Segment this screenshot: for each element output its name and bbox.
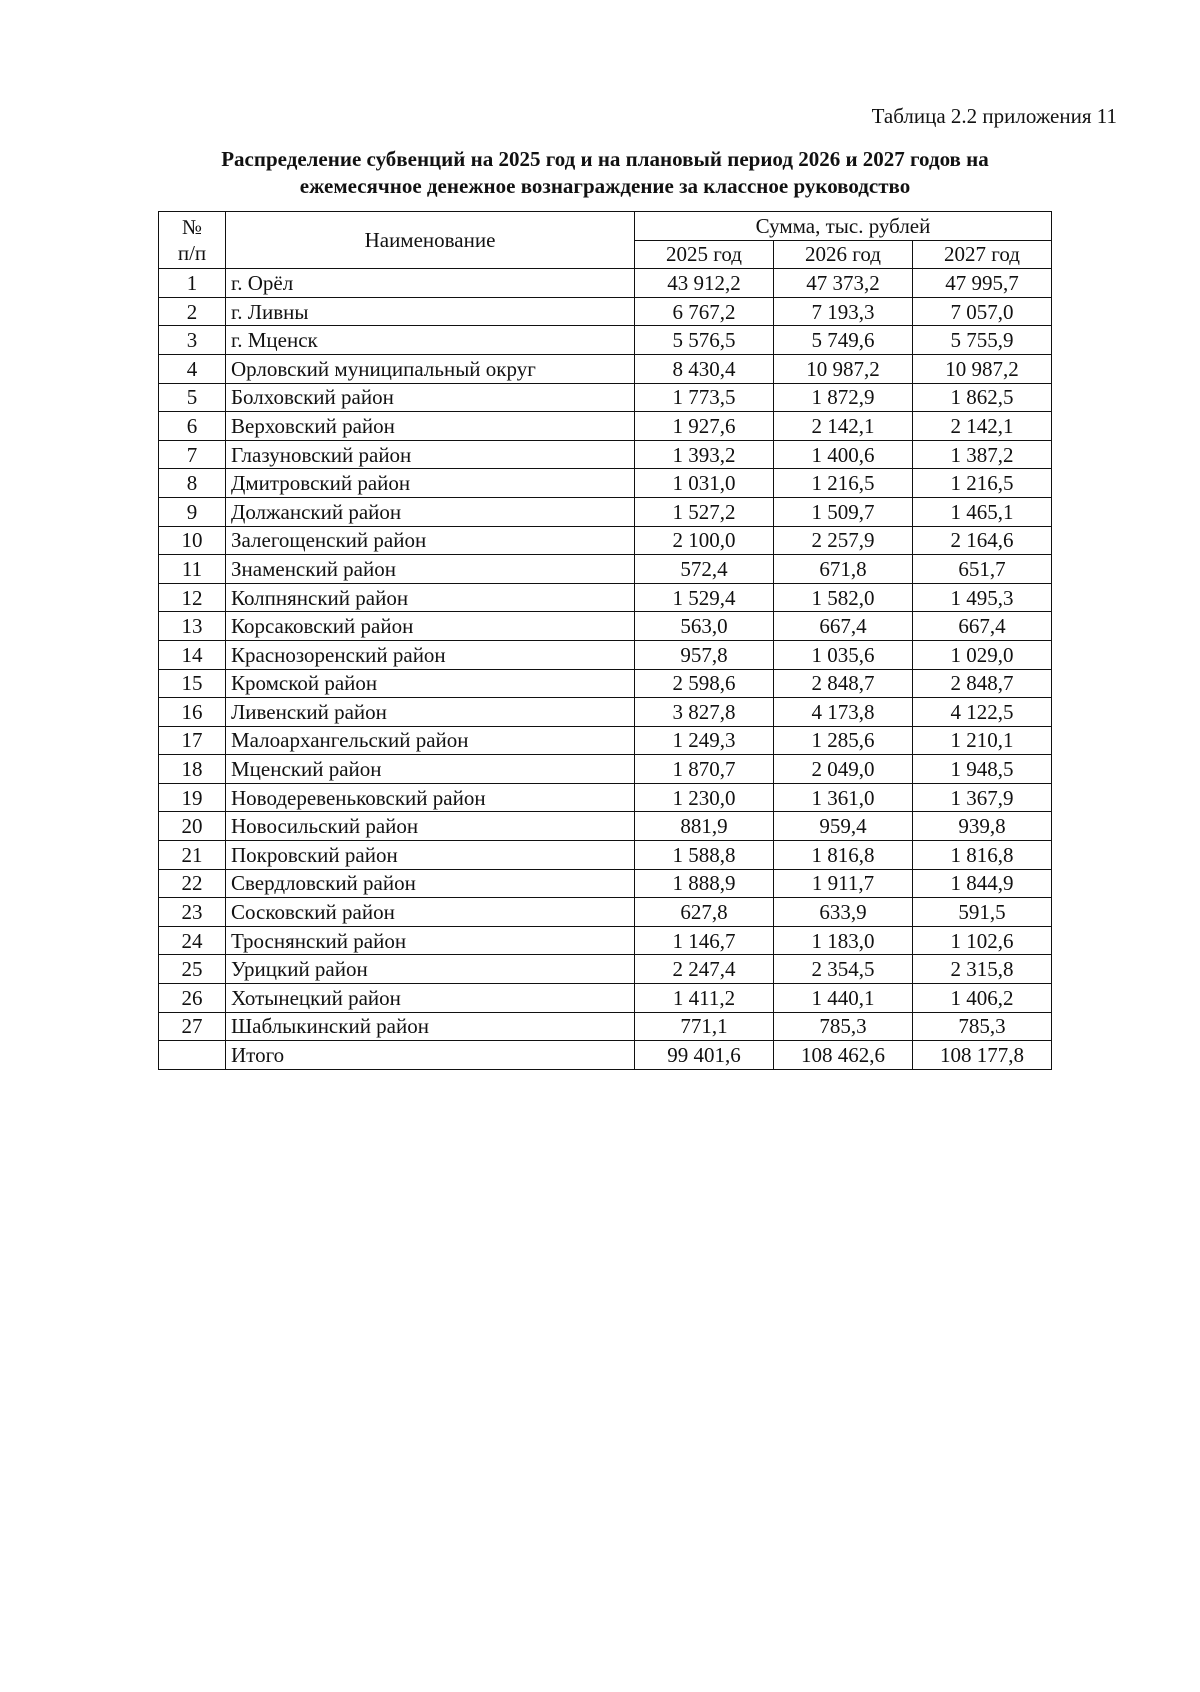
total-row [159, 1041, 1052, 1070]
header-name: Наименование [226, 212, 635, 269]
table-row [159, 383, 1052, 412]
row-name: г. Ливны [226, 297, 635, 326]
row-value-2025: 1 527,2 [635, 497, 774, 526]
row-value-2025: 572,4 [635, 555, 774, 584]
table-row [159, 297, 1052, 326]
row-number: 11 [159, 555, 226, 584]
row-value-2025: 6 767,2 [635, 297, 774, 326]
table-row [159, 984, 1052, 1013]
row-value-2025: 5 576,5 [635, 326, 774, 355]
header-number-line2: п/п [177, 241, 207, 266]
row-value-2026: 5 749,6 [774, 326, 913, 355]
row-value-2025: 8 430,4 [635, 354, 774, 383]
total-label: Итого [226, 1041, 635, 1070]
row-value-2027: 785,3 [913, 1012, 1052, 1041]
row-value-2025: 2 598,6 [635, 669, 774, 698]
row-value-2026: 1 183,0 [774, 926, 913, 955]
row-name: Корсаковский район [226, 612, 635, 641]
row-name: г. Мценск [226, 326, 635, 355]
row-value-2026: 2 049,0 [774, 755, 913, 784]
row-value-2025: 1 249,3 [635, 726, 774, 755]
total-value-2026: 108 462,6 [774, 1041, 913, 1070]
table-row [159, 669, 1052, 698]
row-name: Покровский район [226, 841, 635, 870]
row-value-2026: 4 173,8 [774, 698, 913, 727]
row-number: 24 [159, 926, 226, 955]
table-row [159, 555, 1052, 584]
row-value-2026: 1 911,7 [774, 869, 913, 898]
row-name: Кромской район [226, 669, 635, 698]
row-value-2027: 1 844,9 [913, 869, 1052, 898]
row-value-2027: 1 029,0 [913, 640, 1052, 669]
row-value-2026: 2 354,5 [774, 955, 913, 984]
total-value-2027: 108 177,8 [913, 1041, 1052, 1070]
subvention-table [158, 211, 1052, 1070]
table-row [159, 812, 1052, 841]
table-header [159, 212, 1052, 269]
row-value-2026: 1 440,1 [774, 984, 913, 1013]
row-value-2027: 7 057,0 [913, 297, 1052, 326]
header-number [159, 212, 226, 269]
row-number: 3 [159, 326, 226, 355]
row-name: Новодеревеньковский район [226, 783, 635, 812]
row-value-2027: 1 387,2 [913, 440, 1052, 469]
row-value-2026: 785,3 [774, 1012, 913, 1041]
row-name: Мценский район [226, 755, 635, 784]
row-value-2027: 5 755,9 [913, 326, 1052, 355]
row-value-2026: 1 582,0 [774, 583, 913, 612]
row-number: 9 [159, 497, 226, 526]
title-line-2: ежемесячное денежное вознаграждение за классное руководство [299, 174, 911, 198]
row-value-2027: 1 816,8 [913, 841, 1052, 870]
table-row [159, 354, 1052, 383]
row-value-2027: 2 848,7 [913, 669, 1052, 698]
row-number: 26 [159, 984, 226, 1013]
row-value-2027: 1 406,2 [913, 984, 1052, 1013]
table-row [159, 698, 1052, 727]
row-number: 4 [159, 354, 226, 383]
row-value-2027: 4 122,5 [913, 698, 1052, 727]
row-name: Краснозоренский район [226, 640, 635, 669]
row-value-2026: 1 816,8 [774, 841, 913, 870]
table-row [159, 497, 1052, 526]
table-row [159, 640, 1052, 669]
table-row [159, 898, 1052, 927]
table-row [159, 440, 1052, 469]
row-name: Хотынецкий район [226, 984, 635, 1013]
row-value-2025: 1 927,6 [635, 412, 774, 441]
header-sum-group: Сумма, тыс. рублей [635, 212, 1052, 241]
row-name: Новосильский район [226, 812, 635, 841]
row-value-2027: 667,4 [913, 612, 1052, 641]
row-number: 17 [159, 726, 226, 755]
row-name: Урицкий район [226, 955, 635, 984]
row-value-2025: 771,1 [635, 1012, 774, 1041]
row-value-2027: 47 995,7 [913, 269, 1052, 298]
row-number: 1 [159, 269, 226, 298]
row-value-2025: 1 888,9 [635, 869, 774, 898]
table-row [159, 955, 1052, 984]
row-value-2025: 2 247,4 [635, 955, 774, 984]
row-value-2025: 1 588,8 [635, 841, 774, 870]
table-row [159, 326, 1052, 355]
row-value-2027: 2 164,6 [913, 526, 1052, 555]
row-name: Должанский район [226, 497, 635, 526]
row-number: 15 [159, 669, 226, 698]
table-row [159, 783, 1052, 812]
row-value-2026: 10 987,2 [774, 354, 913, 383]
row-value-2027: 939,8 [913, 812, 1052, 841]
row-value-2027: 2 142,1 [913, 412, 1052, 441]
row-value-2027: 1 862,5 [913, 383, 1052, 412]
table-row [159, 869, 1052, 898]
table-caption: Таблица 2.2 приложения 11 [871, 104, 1117, 128]
row-value-2025: 1 870,7 [635, 755, 774, 784]
row-name: Ливенский район [226, 698, 635, 727]
table-row [159, 469, 1052, 498]
row-value-2026: 1 872,9 [774, 383, 913, 412]
row-value-2025: 3 827,8 [635, 698, 774, 727]
row-value-2027: 591,5 [913, 898, 1052, 927]
table-body [159, 269, 1052, 1041]
row-value-2025: 563,0 [635, 612, 774, 641]
table-row [159, 526, 1052, 555]
row-value-2027: 2 315,8 [913, 955, 1052, 984]
total-value-2025: 99 401,6 [635, 1041, 774, 1070]
table-row [159, 269, 1052, 298]
total-number-empty [159, 1041, 226, 1070]
row-name: Свердловский район [226, 869, 635, 898]
row-value-2026: 1 285,6 [774, 726, 913, 755]
row-number: 10 [159, 526, 226, 555]
row-value-2026: 2 848,7 [774, 669, 913, 698]
row-number: 25 [159, 955, 226, 984]
row-value-2025: 957,8 [635, 640, 774, 669]
header-year-2025: 2025 год [635, 240, 774, 269]
table-row [159, 755, 1052, 784]
title-line-1: Распределение субвенций на 2025 год и на плановый период 2026 и 2027 годов на [221, 147, 989, 171]
row-value-2025: 881,9 [635, 812, 774, 841]
row-number: 14 [159, 640, 226, 669]
table-row [159, 841, 1052, 870]
row-value-2025: 1 773,5 [635, 383, 774, 412]
row-value-2026: 1 216,5 [774, 469, 913, 498]
row-value-2027: 1 102,6 [913, 926, 1052, 955]
table-row [159, 726, 1052, 755]
row-value-2026: 667,4 [774, 612, 913, 641]
row-number: 21 [159, 841, 226, 870]
row-value-2027: 1 216,5 [913, 469, 1052, 498]
row-name: Знаменский район [226, 555, 635, 584]
row-number: 19 [159, 783, 226, 812]
row-value-2026: 959,4 [774, 812, 913, 841]
row-value-2026: 2 142,1 [774, 412, 913, 441]
row-number: 23 [159, 898, 226, 927]
row-value-2026: 1 509,7 [774, 497, 913, 526]
row-number: 16 [159, 698, 226, 727]
row-value-2027: 1 210,1 [913, 726, 1052, 755]
row-value-2025: 2 100,0 [635, 526, 774, 555]
table-row [159, 412, 1052, 441]
row-value-2026: 671,8 [774, 555, 913, 584]
row-value-2027: 1 948,5 [913, 755, 1052, 784]
row-name: Малоархангельский район [226, 726, 635, 755]
row-name: г. Орёл [226, 269, 635, 298]
table-row [159, 612, 1052, 641]
row-value-2027: 1 367,9 [913, 783, 1052, 812]
row-name: Дмитровский район [226, 469, 635, 498]
row-number: 12 [159, 583, 226, 612]
row-value-2026: 7 193,3 [774, 297, 913, 326]
document-title [140, 146, 1070, 200]
row-number: 2 [159, 297, 226, 326]
row-value-2027: 1 465,1 [913, 497, 1052, 526]
row-value-2025: 627,8 [635, 898, 774, 927]
row-name: Сосковский район [226, 898, 635, 927]
row-number: 27 [159, 1012, 226, 1041]
row-number: 8 [159, 469, 226, 498]
row-value-2026: 2 257,9 [774, 526, 913, 555]
table-row [159, 926, 1052, 955]
header-number-line1: № [181, 215, 203, 240]
row-value-2026: 633,9 [774, 898, 913, 927]
row-value-2025: 1 146,7 [635, 926, 774, 955]
row-value-2026: 1 035,6 [774, 640, 913, 669]
header-year-2026: 2026 год [774, 240, 913, 269]
row-name: Троснянский район [226, 926, 635, 955]
row-name: Глазуновский район [226, 440, 635, 469]
row-number: 22 [159, 869, 226, 898]
row-number: 5 [159, 383, 226, 412]
row-value-2027: 10 987,2 [913, 354, 1052, 383]
row-value-2025: 1 393,2 [635, 440, 774, 469]
row-value-2027: 651,7 [913, 555, 1052, 584]
row-value-2025: 1 411,2 [635, 984, 774, 1013]
row-value-2025: 43 912,2 [635, 269, 774, 298]
row-name: Болховский район [226, 383, 635, 412]
row-name: Колпнянский район [226, 583, 635, 612]
header-row-top [159, 212, 1052, 241]
row-value-2025: 1 230,0 [635, 783, 774, 812]
table-row [159, 583, 1052, 612]
row-value-2027: 1 495,3 [913, 583, 1052, 612]
row-number: 7 [159, 440, 226, 469]
table-row [159, 1012, 1052, 1041]
row-name: Шаблыкинский район [226, 1012, 635, 1041]
row-value-2025: 1 031,0 [635, 469, 774, 498]
row-number: 20 [159, 812, 226, 841]
row-value-2026: 1 361,0 [774, 783, 913, 812]
row-number: 18 [159, 755, 226, 784]
row-name: Орловский муниципальный округ [226, 354, 635, 383]
row-value-2026: 47 373,2 [774, 269, 913, 298]
row-value-2025: 1 529,4 [635, 583, 774, 612]
row-number: 6 [159, 412, 226, 441]
row-value-2026: 1 400,6 [774, 440, 913, 469]
row-name: Залегощенский район [226, 526, 635, 555]
row-name: Верховский район [226, 412, 635, 441]
row-number: 13 [159, 612, 226, 641]
header-year-2027: 2027 год [913, 240, 1052, 269]
